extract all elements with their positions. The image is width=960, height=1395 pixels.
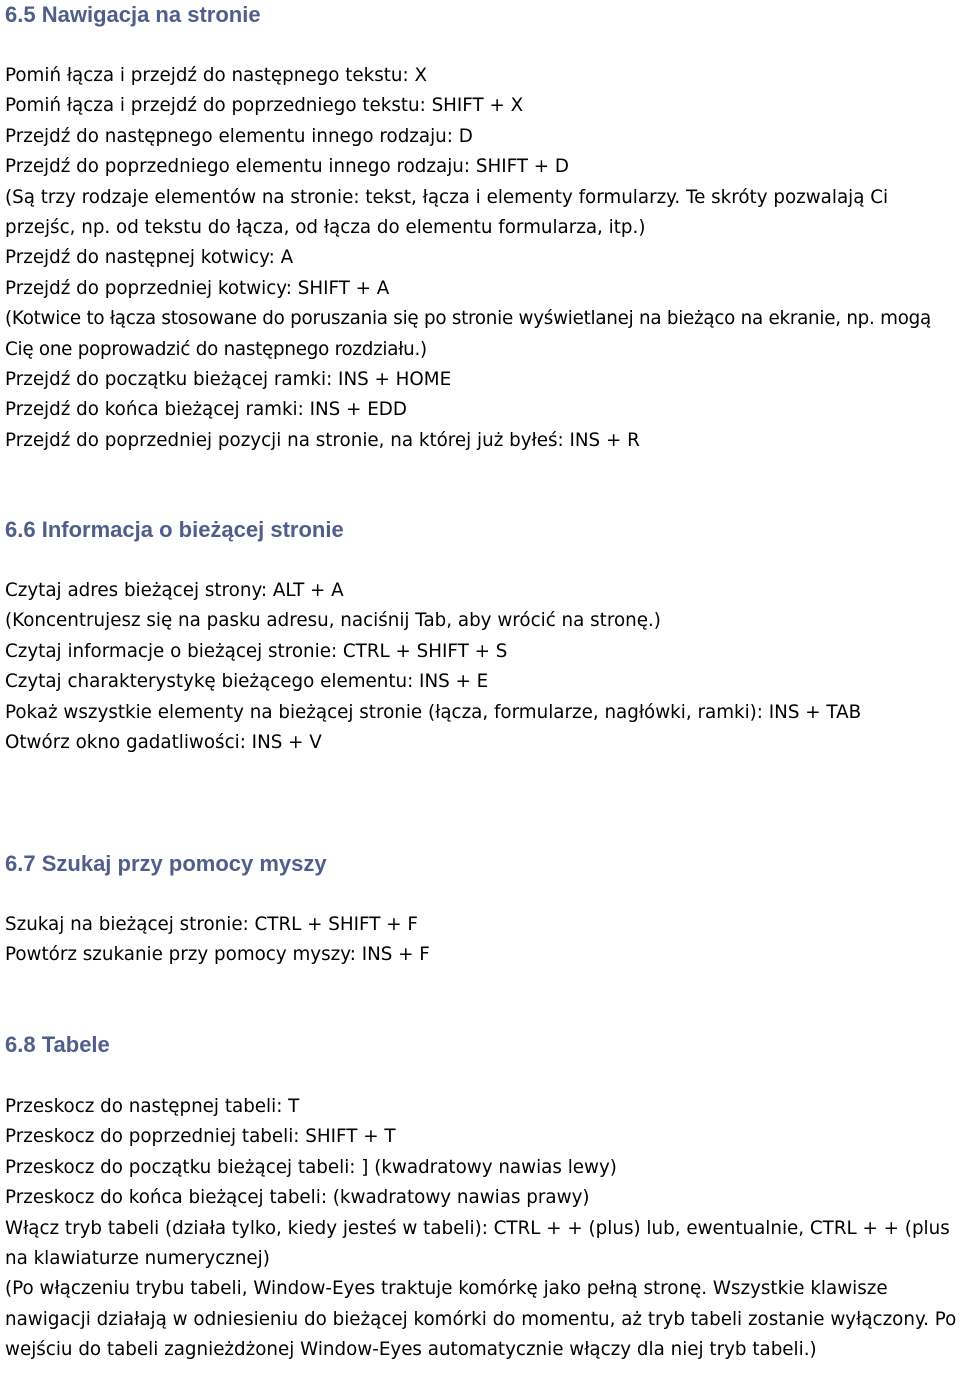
section-heading-6-6 xyxy=(5,515,344,545)
section-body-6-7 xyxy=(5,910,960,971)
section-body-6-8 xyxy=(5,1092,960,1366)
shortcut-line: Pomiń łącza i przejdź do następnego tekstu: X xyxy=(5,65,427,86)
section-number: 6.7 xyxy=(5,851,36,876)
shortcut-line: Czytaj charakterystykę bieżącego elementu: INS + E xyxy=(5,671,489,693)
section-number: 6.5 xyxy=(5,2,36,27)
shortcut-line: Przejdź do poprzedniej pozycji na stronie, na której już byłeś: INS + R xyxy=(5,429,640,451)
section-title: Szukaj przy pomocy myszy xyxy=(41,851,327,876)
shortcut-line: Przejdź do poprzedniego elementu innego rodzaju: SHIFT + D xyxy=(5,156,569,178)
section-number: 6.8 xyxy=(5,1032,36,1057)
shortcut-line: Włącz tryb tabeli (działa tylko, kiedy jesteś w tabeli): CTRL + + (plus) lub, ewentualnie, CTRL + + (plus na klawiaturze numerycznej) xyxy=(5,1217,950,1270)
shortcut-line: Szukaj na bieżącej stronie: CTRL + SHIFT + F xyxy=(5,914,418,935)
shortcut-line: Przejdź do następnej kotwicy: A xyxy=(5,247,294,269)
shortcut-line: Pomiń łącza i przejdź do poprzedniego tekstu: SHIFT + X xyxy=(5,95,524,117)
shortcut-line: Otwórz okno gadatliwości: INS + V xyxy=(5,732,322,754)
shortcut-line: Czytaj informacje o bieżącej stronie: CTRL + SHIFT + S xyxy=(5,640,508,662)
section-title: Informacja o bieżącej stronie xyxy=(41,517,344,542)
note-paragraph: (Koncentrujesz się na pasku adresu, naciśnij Tab, aby wrócić na stronę.) xyxy=(5,610,661,632)
note-paragraph: (Są trzy rodzaje elementów na stronie: tekst, łącza i elementy formularzy. Te skróty pozwalają Ci przejśc, np. od tekstu do łącza, od łącza do elementu formularza, itp.) xyxy=(5,186,889,239)
shortcut-line: Przeskocz do następnej tabeli: T xyxy=(5,1096,300,1117)
section-body-6-5 xyxy=(5,61,960,456)
section-number: 6.6 xyxy=(5,517,36,542)
shortcut-line: Czytaj adres bieżącej strony: ALT + A xyxy=(5,580,344,601)
shortcut-line: Przejdź do poprzedniej kotwicy: SHIFT + A xyxy=(5,277,390,299)
shortcut-line: Przejdź do następnego elementu innego rodzaju: D xyxy=(5,125,473,147)
section-title: Tabele xyxy=(41,1032,110,1057)
section-heading-6-5 xyxy=(5,0,261,30)
note-paragraph: (Po włączeniu trybu tabeli, Window-Eyes traktuje komórkę jako pełną stronę. Wszystkie klawisze nawigacji działają w odniesieniu do bieżącej komórki do momentu, aż tryb tabeli zostanie wyłączony. Po wejściu do tabeli zagnieżdżonej Window-Eyes automatycznie włączy dla niej tryb tabeli.) xyxy=(5,1278,957,1361)
shortcut-line: Przeskocz do początku bieżącej tabeli: ] (kwadratowy nawias lewy) xyxy=(5,1156,617,1178)
shortcut-line: Pokaż wszystkie elementy na bieżącej stronie (łącza, formularze, nagłówki, ramki): INS + TAB xyxy=(5,701,862,723)
shortcut-line: Przejdź do początku bieżącej ramki: INS + HOME xyxy=(5,369,452,391)
shortcut-line: Powtórz szukanie przy pomocy myszy: INS + F xyxy=(5,944,430,966)
section-heading-6-7 xyxy=(5,849,327,879)
shortcut-line: Przeskocz do poprzedniej tabeli: SHIFT + T xyxy=(5,1126,396,1148)
note-paragraph: (Kotwice to łącza stosowane do poruszania się po stronie wyświetlanej na bieżąco na ekranie, np. mogą Cię one poprowadzić do następnego rozdziału.) xyxy=(5,308,931,360)
section-body-6-6 xyxy=(5,576,960,758)
section-heading-6-8 xyxy=(5,1030,110,1060)
shortcut-line: Przejdź do końca bieżącej ramki: INS + EDD xyxy=(5,399,407,421)
shortcut-line: Przeskocz do końca bieżącej tabeli: (kwadratowy nawias prawy) xyxy=(5,1187,590,1209)
section-title: Nawigacja na stronie xyxy=(41,2,261,27)
